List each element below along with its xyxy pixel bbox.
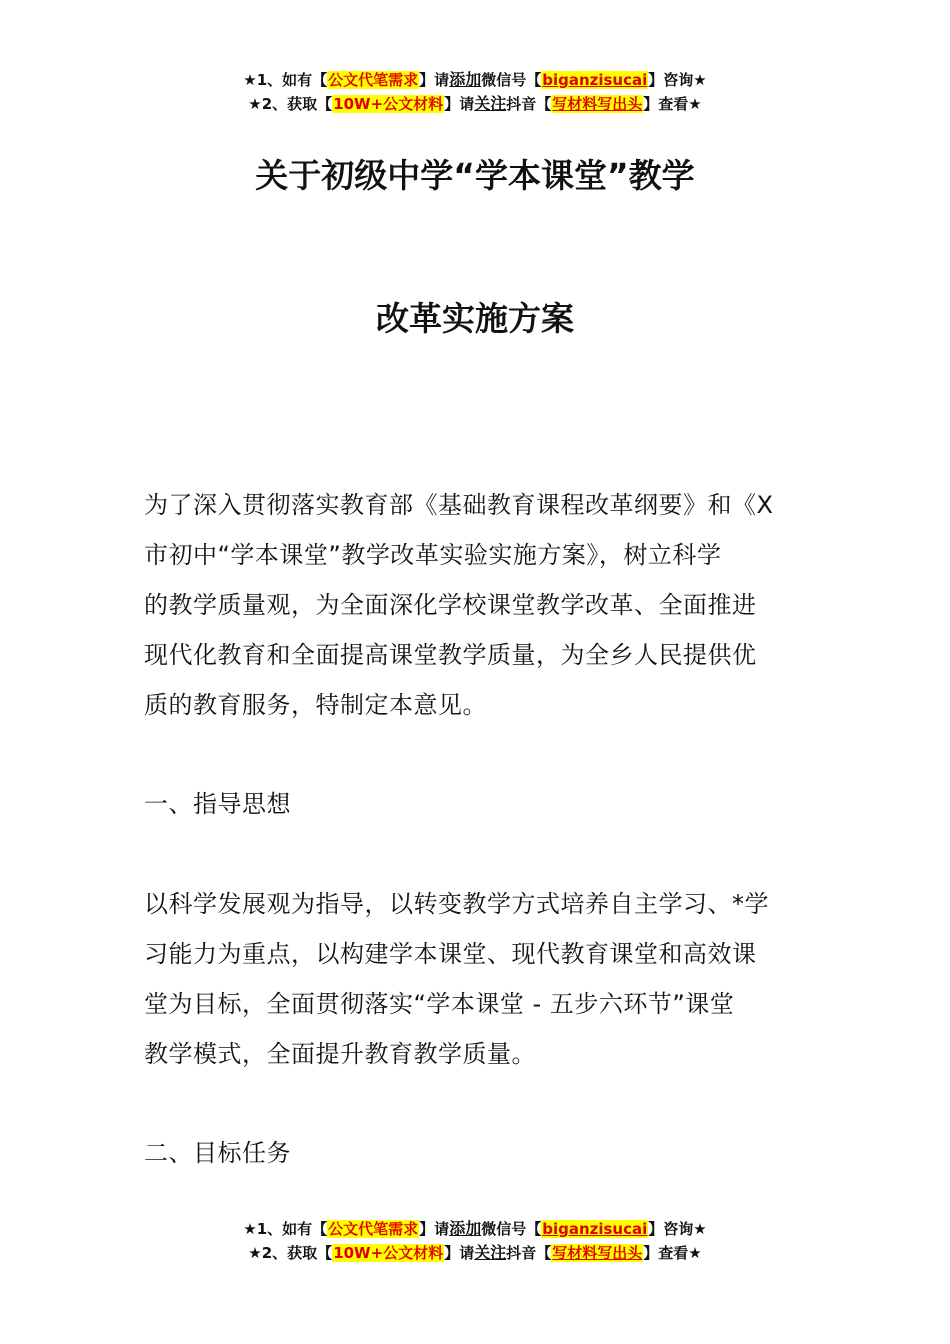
highlight-wechat-id: biganzisucai [542, 1220, 648, 1238]
highlight-wechat-id: biganzisucai [542, 71, 648, 89]
banner-text: 】请 [419, 1220, 450, 1238]
paragraph-line: 堂为目标，全面贯彻落实“学本课堂 - 五步六环节”课堂 [144, 990, 735, 1018]
banner-text: 】查看★ [643, 95, 702, 113]
banner-text: 】咨询★ [648, 1220, 707, 1238]
banner-text: ★1、如有【 [243, 1220, 328, 1238]
banner-line-2 [0, 1241, 950, 1265]
highlight-service: 公文代笔需求 [328, 1220, 419, 1238]
highlight-service: 公文代笔需求 [328, 71, 419, 89]
intro-paragraph [144, 480, 808, 730]
highlight-douyin-id: 写材料写出头 [552, 95, 643, 113]
banner-text: ★2、获取【 [248, 1244, 333, 1262]
paragraph-line: 质的教育服务，特制定本意见。 [144, 691, 487, 719]
paragraph-line: 以科学发展观为指导，以转变教学方式培养自主学习、*学 [144, 890, 769, 918]
banner-text: 微信号【 [481, 71, 542, 89]
banner-line-1 [0, 1217, 950, 1241]
banner-text: ★1、如有【 [243, 71, 328, 89]
banner-line-2 [0, 92, 950, 116]
paragraph-line: 的教学质量观，为全面深化学校课堂教学改革、全面推进 [144, 591, 757, 619]
emphasis-follow: 关注 [474, 94, 507, 113]
document-title-line-1: 关于初级中学“学本课堂”教学 [255, 156, 695, 195]
top-banner [0, 68, 950, 116]
guiding-thought-paragraph [144, 879, 808, 1079]
paragraph-line: 为了深入贯彻落实教育部《基础教育课程改革纲要》和《X [144, 491, 774, 519]
banner-text: 】查看★ [643, 1244, 702, 1262]
bottom-banner [0, 1217, 950, 1265]
emphasis-add: 添加 [449, 70, 482, 89]
section-heading-guiding-thought: 一、指导思想 [144, 790, 291, 818]
document-title-line-2: 改革实施方案 [376, 299, 574, 338]
highlight-douyin-id: 写材料写出头 [552, 1244, 643, 1262]
banner-text: 】请 [419, 71, 450, 89]
paragraph-line: 习能力为重点，以构建学本课堂、现代教育课堂和高效课 [144, 940, 757, 968]
banner-text: 】请 [444, 95, 475, 113]
banner-text: 】请 [444, 1244, 475, 1262]
paragraph-line: 教学模式，全面提升教育教学质量。 [144, 1040, 536, 1068]
emphasis-add: 添加 [449, 1219, 482, 1238]
banner-text: 】咨询★ [648, 71, 707, 89]
banner-text: 微信号【 [481, 1220, 542, 1238]
highlight-materials: 10W+公文材料 [333, 95, 444, 113]
paragraph-line: 现代化教育和全面提高课堂教学质量，为全乡人民提供优 [144, 641, 757, 669]
banner-line-1 [0, 68, 950, 92]
paragraph-line: 市初中“学本课堂”教学改革实验实施方案》，树立科学 [144, 541, 722, 569]
banner-text: ★2、获取【 [248, 95, 333, 113]
banner-text: 抖音【 [506, 95, 552, 113]
emphasis-follow: 关注 [474, 1243, 507, 1262]
highlight-materials: 10W+公文材料 [333, 1244, 444, 1262]
banner-text: 抖音【 [506, 1244, 552, 1262]
section-heading-goals: 二、目标任务 [144, 1139, 291, 1167]
